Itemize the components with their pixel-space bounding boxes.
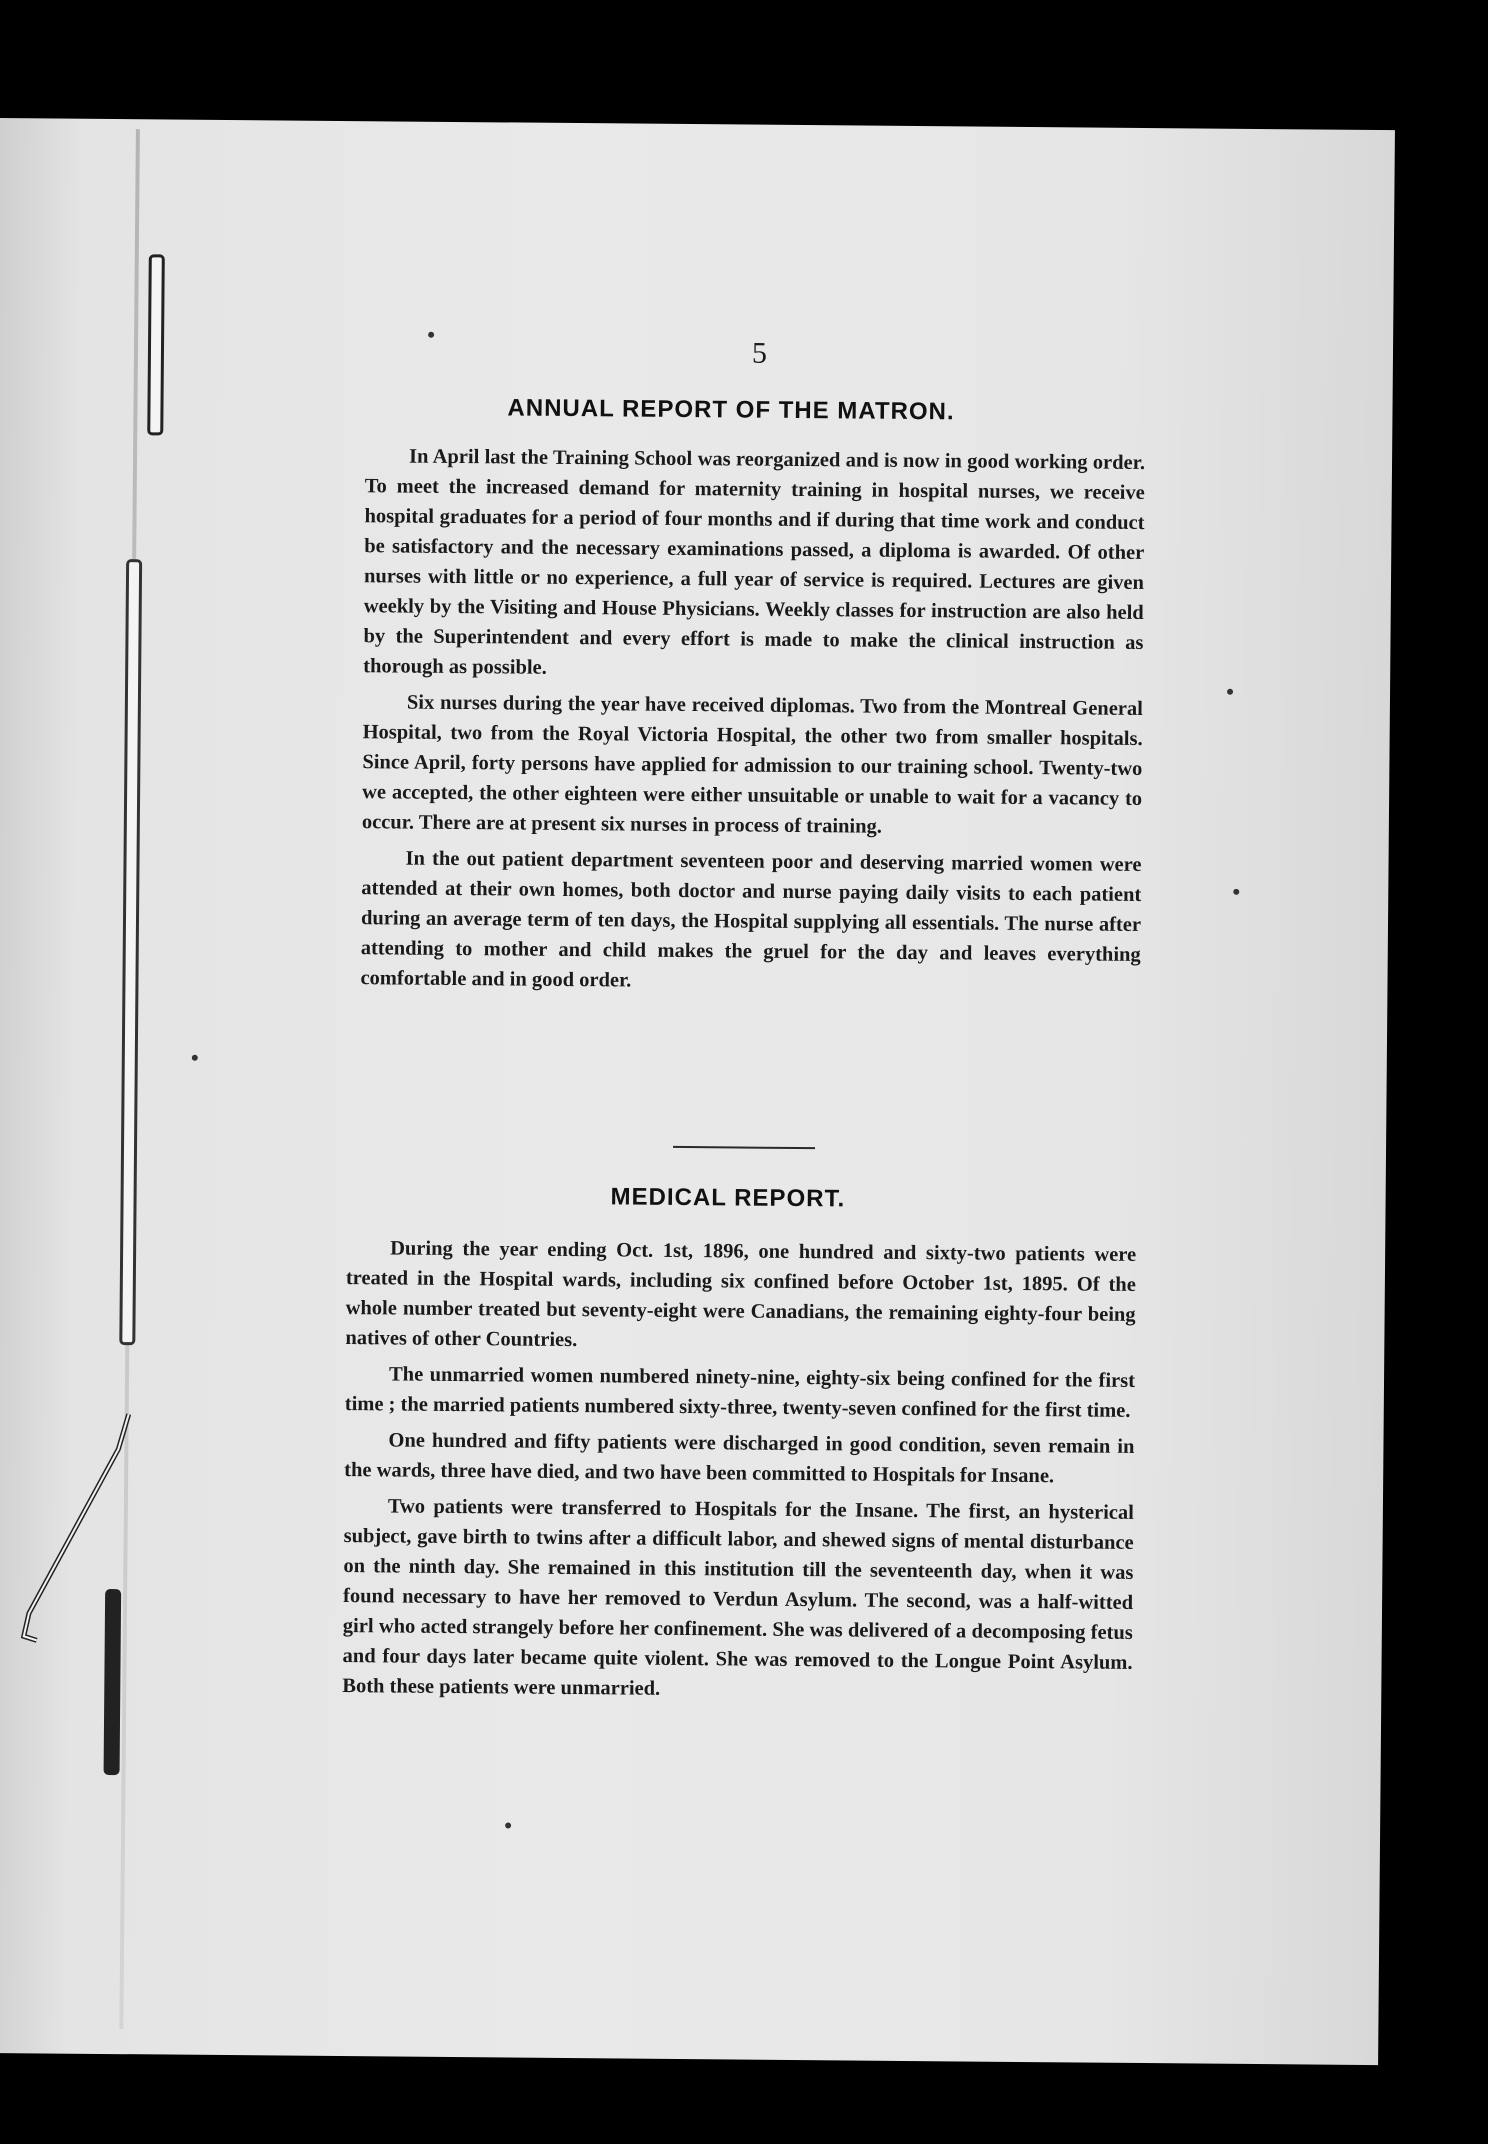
speck [428, 332, 434, 338]
medical-report-heading: MEDICAL REPORT. [610, 1183, 846, 1213]
staple-top [147, 254, 165, 435]
paragraph: In the out patient department seventeen poor and deserving married women were attended at their own homes, both doctor and nurse paying daily visits to each patient during an average term of ten days, the Hospital supplying all essentials. The nurse after attending to mother and child makes the gruel for the day and leaves everything comfortable and in good order. [360, 847, 1142, 992]
paragraph: Two patients were transferred to Hospitals for the Insane. The first, an hysterical subject, gave birth to twins after a difficult labor, and shewed signs of mental disturbance on the ninth day. She remained in this institution till the seventeenth day, when it was found necessary to have her removed to Verdun Asylum. The second, was a half-witted girl who acted strangely before her confinement. She was delivered of a decomposing fetus and four days later became quite violent. She was removed to the Longue Point Asylum. Both these patients were unmarried. [342, 1495, 1134, 1700]
section-divider [673, 1146, 815, 1149]
paragraph: The unmarried women numbered ninety-nine, eighty-six being confined for the first time ; the married patients numbered sixty-three, twenty-seven confined for the first time. [344, 1363, 1136, 1422]
speck [192, 1055, 198, 1061]
speck [1227, 689, 1233, 695]
speck [1233, 889, 1239, 895]
speck [505, 1822, 511, 1828]
paragraph: Six nurses during the year have received diplomas. Two from the Montreal General Hospital, two from the Royal Victoria Hospital, the other two from smaller hospitals. Since April, forty persons have applied for admission to our training school. Twenty-two we accepted, the other eighteen were either unsuitable or unable to wait for a vacancy to occur. There are at present six nurses in process of training. [361, 691, 1143, 838]
staple-middle [119, 559, 142, 1345]
matron-report-heading: ANNUAL REPORT OF THE MATRON. [507, 394, 955, 426]
paragraph: One hundred and fifty patients were discharged in good condition, seven remain in the wards, three have died, and two have been committed to Hospitals for Insane. [344, 1429, 1135, 1488]
binding-wire [9, 1408, 161, 1649]
paper-sheet [0, 118, 1395, 2065]
paragraph: During the year ending Oct. 1st, 1896, one hundred and sixty-two patients were treated in the Hospital wards, including six confined before October 1st, 1895. Of the whole number treated but seventy-eight were Canadians, the remaining eighty-four being natives of other Countries. [345, 1237, 1137, 1352]
matron-report-body [360, 441, 1145, 1006]
medical-report-body [342, 1233, 1136, 1714]
page-number: 5 [751, 336, 768, 370]
paragraph: In April last the Training School was reorganized and is now in good working order. To meet the increased demand for maternity training in hospital nurses, we receive hospital graduates for a period of four months and if during that time work and conduct be satisfactory and the necessary examinations passed, a diploma is awarded. Of other nurses with little or no experience, a full year of service is required. Lectures are given weekly by the Visiting and House Physicians. Weekly classes for instruction are also held by the Superintendent and every effort is made to make the clinical instruction as thorough as possible. [363, 445, 1146, 679]
